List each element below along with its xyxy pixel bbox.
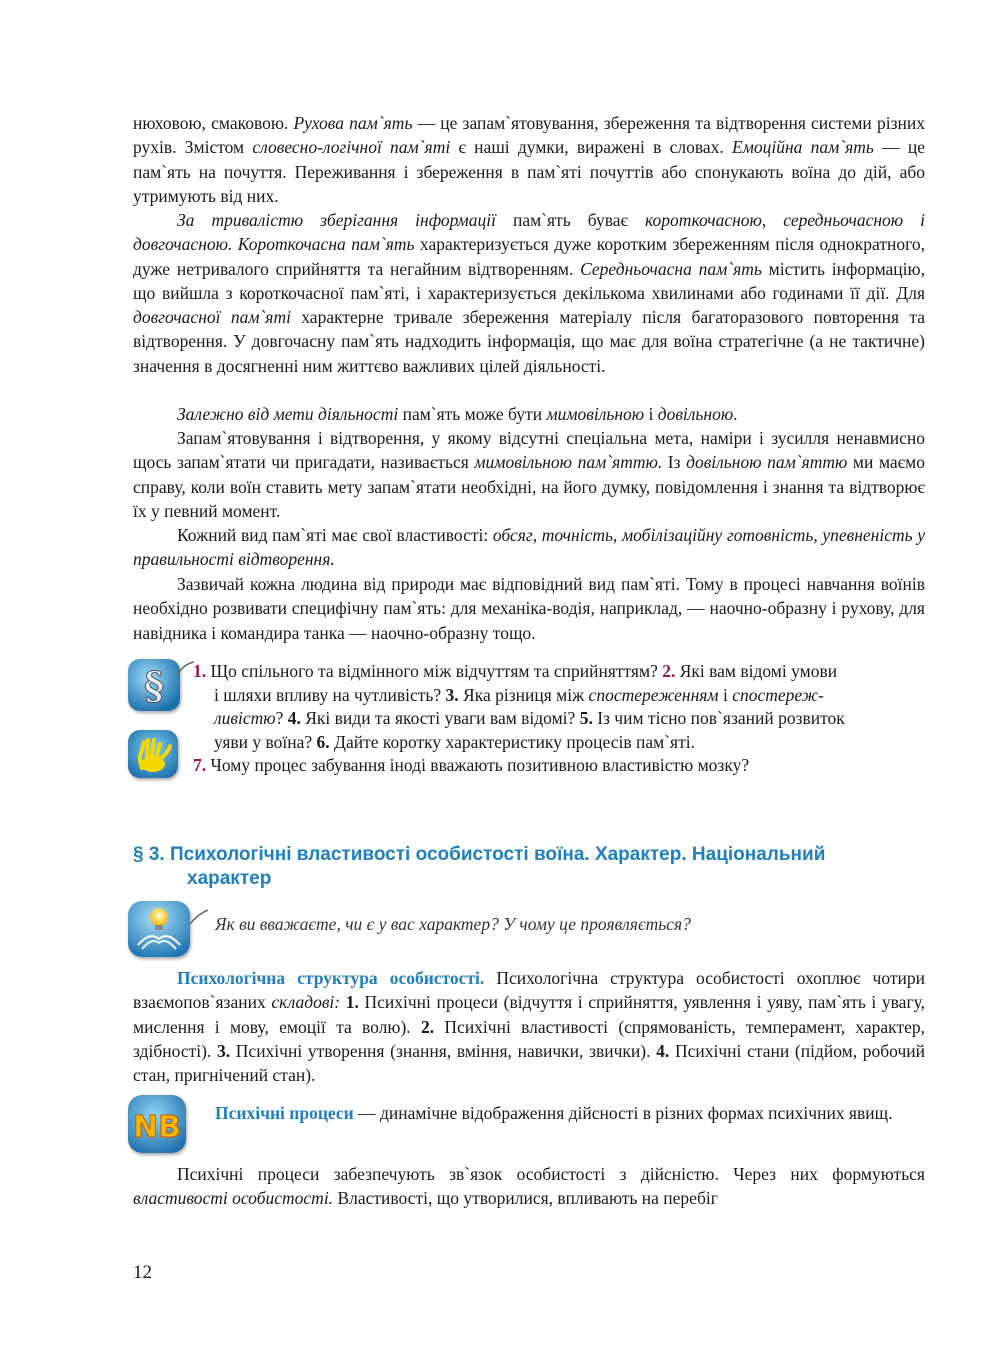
question-line: 7. Чому процес забування іноді вважають позитивною властивістю мозку? <box>193 755 750 776</box>
arrow-icon <box>188 908 210 926</box>
svg-text:§: § <box>144 663 164 708</box>
definition-psychic-processes: Психічні процеси — динамічне відображення дійсності в різних формах психічних явищ. <box>215 1103 893 1123</box>
paragraph-4: Запам`ятовування і відтворення, у якому відсутні спеціальна мета, наміри і зусилля ненавмисно щось запам`ятати чи пригадати, називається мимовільною пам`яттю. Із довільною пам`яттю ми маємо справу, коли воїн ставить мету запам`ятати необхідні, на його думку, повідомлення і знання та відтворює їх у певний момент. <box>133 428 926 521</box>
question-line: ливістю? 4. Які види та якості уваги вам відомі? 5. Із чим тісно пов`язаний розвиток <box>214 708 845 729</box>
section-heading: § 3. Психологічні властивості особистості воїна. Характер. Національний характер <box>133 844 826 889</box>
question-line: 1. Що спільного та відмінного між відчуттям та сприйняттям? 2. Які вам відомі умови <box>193 661 838 681</box>
nb-icon <box>128 1095 186 1153</box>
paragraph-5: Кожний вид пам`яті має свої властивості: обсяг, точність, мобілізаційну готовність, упевненість у правильності відтворення. <box>133 525 926 570</box>
section-symbol-icon <box>128 659 180 711</box>
hands-icon <box>128 730 178 778</box>
paragraph-6: Зазвичай кожна людина від природи має відповідний вид пам`яті. Тому в процесі навчання воїнів необхідно розвивати специфічну пам`ять: для механіка-водія, наприклад, — наочно-образну і рухову, для навідника і командира танка — наочно-образну тощо. <box>133 574 925 643</box>
paragraph-7: Психологічна структура особистості. Психологічна структура особистості охоплює чотири взаємопов`язаних складові: 1. Психічні процеси (відчуття і сприйняття, уявлення і уяву, пам`ять і увагу, мислення і мову, емоції та волю). 2. Психічні властивості (спрямованість, темперамент, характер, здібності). 3. Психічні утворення (знання, вміння, навички, звички). 4. Психічні стани (підйом, робочий стан, пригнічений стан). <box>133 968 925 1086</box>
page-number: 12 <box>133 1262 152 1283</box>
review-questions <box>193 660 928 778</box>
paragraph-1: нюховою, смаковою. Рухова пам`ять — це запам`ятовування, збереження та відтворення системи різних рухів. Змістом словесно-логічної пам`яті є наші думки, виражені в словах. Емоційна пам`ять — це пам`ять на почуття. Переживання і збереження в пам`яті почуттів або спонукають воїна до дій, або утримують від них. <box>133 113 925 206</box>
question-line: і шляхи впливу на чутливість? 3. Яка різниця між спостереженням і спостереж- <box>214 684 824 705</box>
paragraph-8: Психічні процеси забезпечують зв`язок особистості з дійсністю. Через них формуються властивості особистості. Властивості, що утворилися, впливають на перебіг <box>133 1164 925 1209</box>
svg-text:NB: NB <box>133 1110 181 1145</box>
question-line: уяви у воїна? 6. Дайте коротку характеристику процесів пам`яті. <box>214 731 695 752</box>
warmup-question: Як ви вважаєте, чи є у вас характер? У чому це проявляється? <box>215 914 691 934</box>
lightbulb-icon <box>128 901 190 957</box>
paragraph-3: Залежно від мети діяльності пам`ять може бути мимовільною і довільною. <box>177 404 738 424</box>
paragraph-2: За тривалістю зберігання інформації пам`ять буває короткочасною, середньочасною і довгочасною. Короткочасна пам`ять характеризується дуже коротким збереженням після однократного, дуже нетривалого сприйняття та негайним відтворенням. Середньочасна пам`ять містить інформацію, що вийшла з короткочасної пам`яті, і характеризується декількома хвилинами або годинами її дії. Для довгочасної пам`яті характерне тривале збереження матеріалу після багаторазового повторення та відтворення. У довгочасну пам`ять надходить інформація, що має для воїна стратегічне (а не тактичне) значення в досягненні ним життєво важливих цілей діяльності. <box>133 210 925 376</box>
